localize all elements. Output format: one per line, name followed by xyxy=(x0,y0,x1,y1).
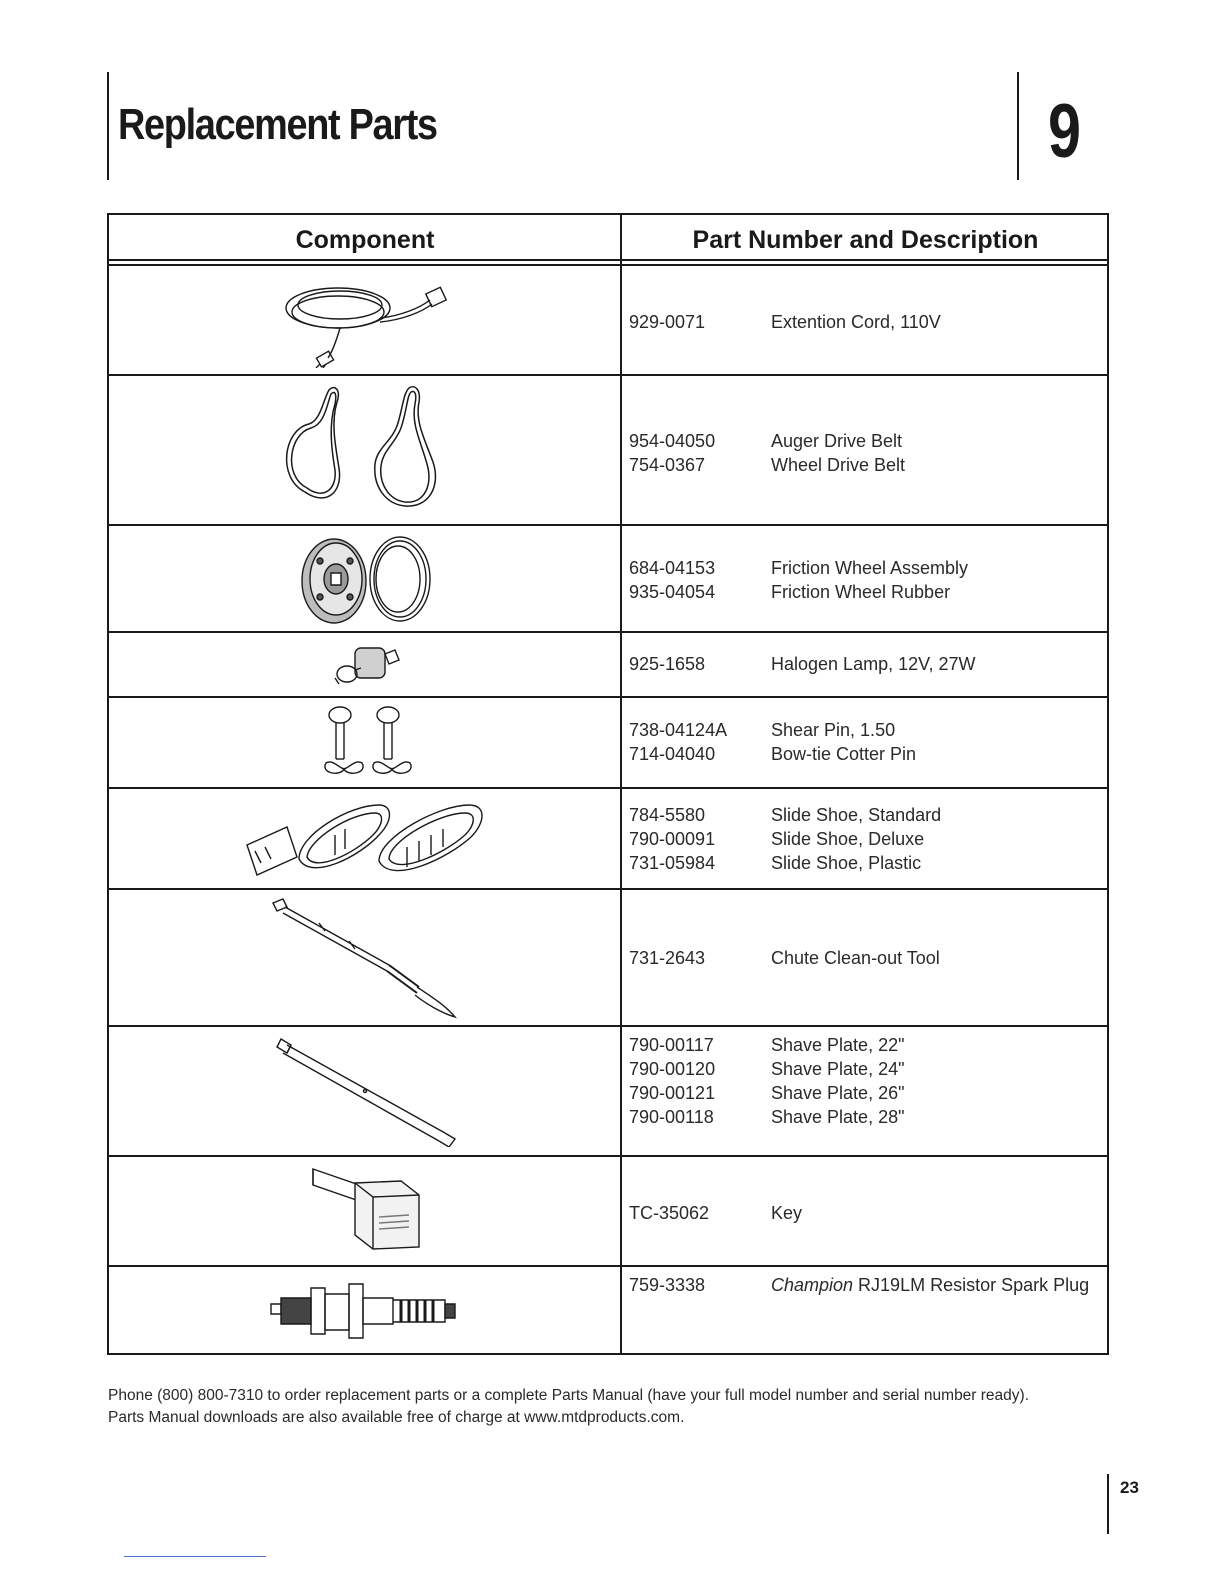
part-line xyxy=(629,580,1099,604)
part-line xyxy=(629,556,1099,580)
halogen-lamp-icon xyxy=(325,640,405,690)
table-row xyxy=(109,890,1107,1027)
part-list xyxy=(629,556,1099,604)
part-description: Wheel Drive Belt xyxy=(771,455,906,475)
part-line xyxy=(629,742,1099,766)
part-description: Shear Pin, 1.50 xyxy=(771,720,896,740)
page-title: Replacement Parts xyxy=(118,100,437,149)
part-line xyxy=(629,453,1099,477)
part-line xyxy=(629,803,1099,827)
ordering-info xyxy=(108,1385,1118,1429)
component-cell xyxy=(109,1157,620,1265)
part-list xyxy=(629,1273,1099,1297)
part-number: 754-0367 xyxy=(629,455,706,475)
page-number-rule xyxy=(1107,1474,1109,1534)
part-description: Slide Shoe, Standard xyxy=(771,805,942,825)
part-description: Halogen Lamp, 12V, 27W xyxy=(771,654,976,674)
part-line xyxy=(629,851,1099,875)
part-list xyxy=(629,1033,1099,1129)
part-number: 790-00120 xyxy=(629,1059,716,1079)
part-number: 759-3338 xyxy=(629,1275,706,1295)
part-number: 738-04124A xyxy=(629,720,728,740)
extension-cord-icon xyxy=(280,272,450,368)
friction-wheel-icon xyxy=(290,531,440,627)
part-number: TC-35062 xyxy=(629,1203,710,1223)
part-description: Auger Drive Belt xyxy=(771,431,903,451)
table-row xyxy=(109,1157,1107,1267)
part-line xyxy=(629,946,1099,970)
part-number: 784-5580 xyxy=(629,805,706,825)
part-number: 935-04054 xyxy=(629,582,716,602)
table-row xyxy=(109,1267,1107,1355)
part-number: 714-04040 xyxy=(629,744,716,764)
part-line xyxy=(629,827,1099,851)
brand-name: Champion xyxy=(771,1275,854,1295)
part-line xyxy=(629,718,1099,742)
part-number: 790-00117 xyxy=(629,1035,714,1055)
part-description xyxy=(771,1273,1089,1297)
part-number: 929-0071 xyxy=(629,312,706,332)
table-row xyxy=(109,266,1107,376)
part-line xyxy=(629,1057,1099,1081)
part-number: 684-04153 xyxy=(629,558,716,578)
part-description: Friction Wheel Assembly xyxy=(771,558,969,578)
header-component: Component xyxy=(295,226,435,254)
table-row xyxy=(109,633,1107,698)
table-row xyxy=(109,376,1107,526)
chapter-divider-rule xyxy=(1017,72,1019,180)
part-number: 731-05984 xyxy=(629,853,716,873)
slide-shoes-icon xyxy=(239,795,489,883)
part-description: Shave Plate, 24" xyxy=(771,1059,905,1079)
part-number: 925-1658 xyxy=(629,654,706,674)
component-cell xyxy=(109,698,620,787)
parts-table xyxy=(107,213,1109,1355)
part-description: Bow-tie Cotter Pin xyxy=(771,744,917,764)
header-part-number-description: Part Number and Description xyxy=(692,226,1039,254)
component-cell xyxy=(109,633,620,696)
part-description: Slide Shoe, Plastic xyxy=(771,853,922,873)
shave-plate-icon xyxy=(269,1035,459,1147)
component-cell xyxy=(109,526,620,631)
part-number: 790-00121 xyxy=(629,1083,716,1103)
part-description: Slide Shoe, Deluxe xyxy=(771,829,925,849)
part-description: Key xyxy=(771,1203,803,1223)
part-line xyxy=(629,1273,1099,1297)
component-cell xyxy=(109,376,620,524)
table-row xyxy=(109,698,1107,789)
part-list xyxy=(629,310,1099,334)
title-left-rule xyxy=(107,72,109,180)
bottom-underline xyxy=(124,1556,266,1557)
component-cell xyxy=(109,1027,620,1155)
part-description: Shave Plate, 28" xyxy=(771,1107,905,1127)
component-cell xyxy=(109,266,620,374)
part-description: Friction Wheel Rubber xyxy=(771,582,951,602)
chapter-number: 9 xyxy=(1048,89,1081,174)
part-line xyxy=(629,310,1099,334)
part-description-text: RJ19LM Resistor Spark Plug xyxy=(853,1275,1090,1295)
part-list xyxy=(629,1201,1099,1225)
component-cell xyxy=(109,1267,620,1355)
ordering-info-website: Parts Manual downloads are also available free of charge at www.mtdproducts.com. xyxy=(108,1409,685,1426)
part-line xyxy=(629,1033,1099,1057)
column-divider xyxy=(620,215,622,1355)
part-number: 790-00091 xyxy=(629,829,716,849)
part-list xyxy=(629,429,1099,477)
part-line xyxy=(629,429,1099,453)
part-description: Extention Cord, 110V xyxy=(771,312,941,332)
table-row xyxy=(109,526,1107,633)
part-list xyxy=(629,803,1099,875)
part-description: Chute Clean-out Tool xyxy=(771,948,940,968)
ordering-info-phone: Phone (800) 800-7310 to order replacement parts or a complete Parts Manual (have your full model number and serial number ready). xyxy=(108,1387,1030,1404)
clean-out-tool-icon xyxy=(269,895,469,1021)
page-number: 23 xyxy=(1120,1478,1139,1497)
drive-belts-icon xyxy=(275,382,455,518)
part-list xyxy=(629,946,1099,970)
shear-pin-icon xyxy=(310,703,420,783)
part-line xyxy=(629,1201,1099,1225)
part-list xyxy=(629,652,1099,676)
part-description: Shave Plate, 22" xyxy=(771,1035,905,1055)
part-list xyxy=(629,718,1099,766)
part-description: Shave Plate, 26" xyxy=(771,1083,905,1103)
part-line xyxy=(629,1105,1099,1129)
table-row xyxy=(109,1027,1107,1157)
ignition-key-icon xyxy=(305,1163,425,1259)
part-line xyxy=(629,652,1099,676)
part-number: 790-00118 xyxy=(629,1107,714,1127)
header-rule xyxy=(109,259,1107,261)
table-row xyxy=(109,789,1107,890)
component-cell xyxy=(109,890,620,1025)
spark-plug-icon xyxy=(265,1276,465,1346)
part-number: 731-2643 xyxy=(629,948,706,968)
part-number: 954-04050 xyxy=(629,431,716,451)
part-line xyxy=(629,1081,1099,1105)
component-cell xyxy=(109,789,620,888)
